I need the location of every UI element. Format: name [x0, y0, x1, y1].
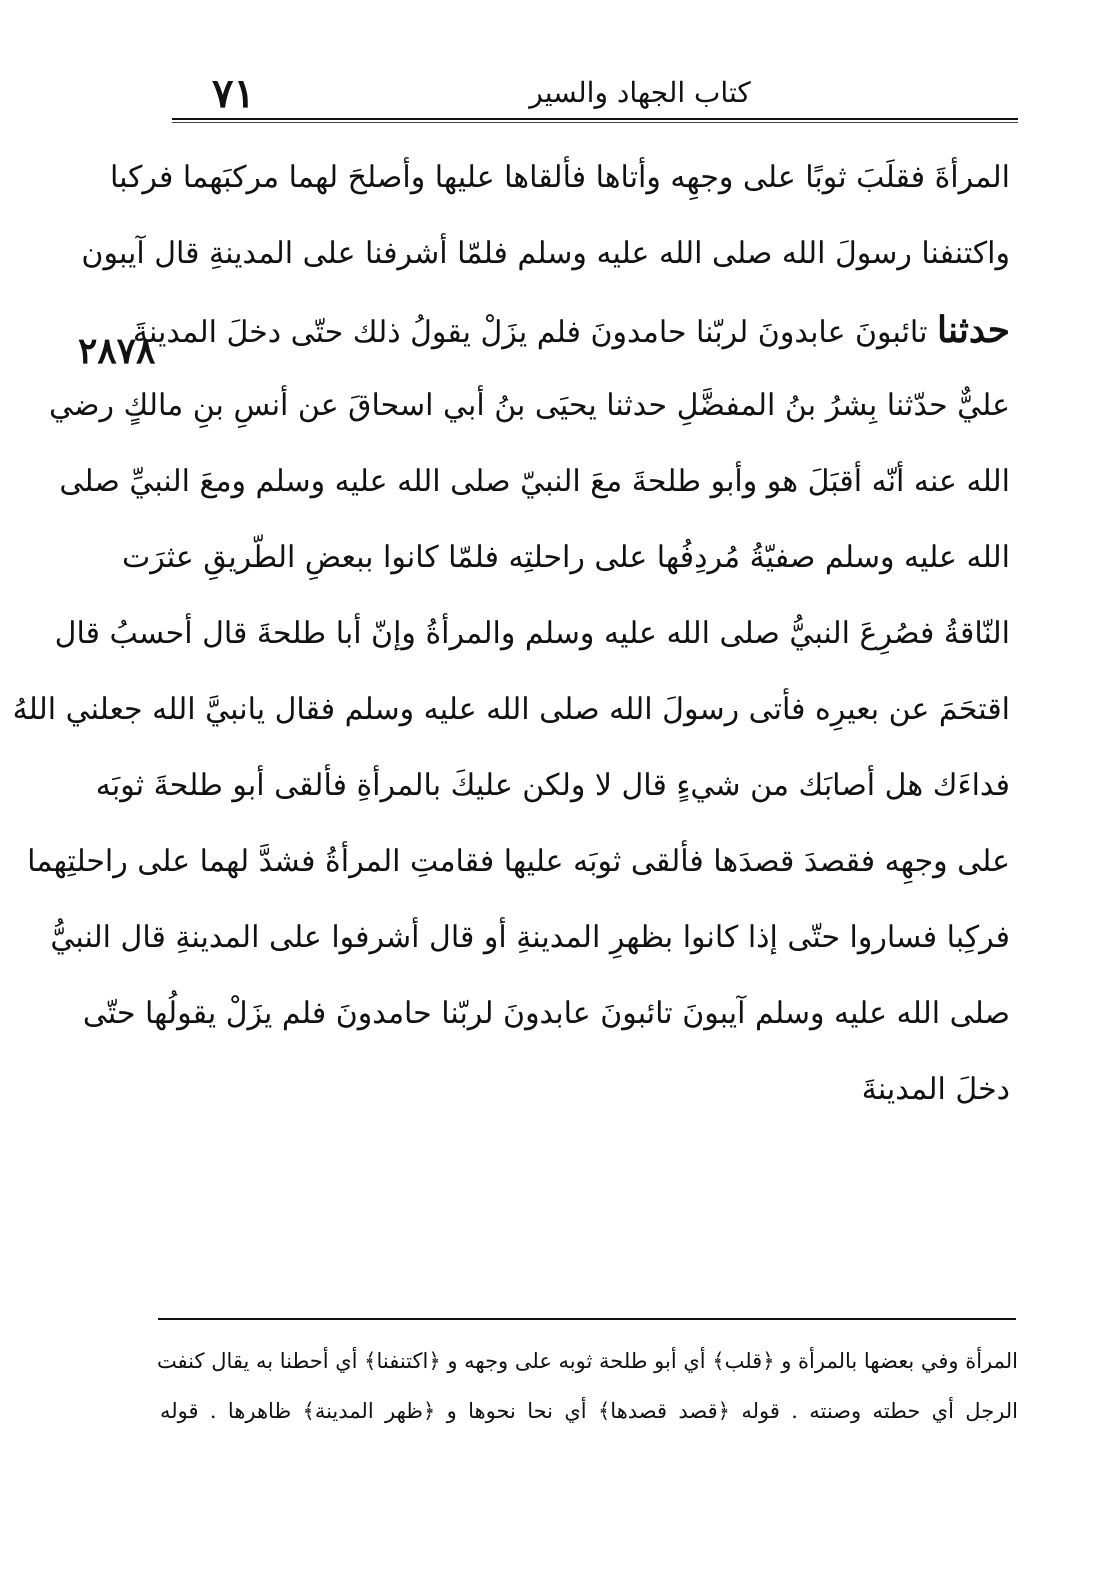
text-line-content: تائبونَ عابدونَ لربّنا حامدونَ فلم يزَلْ يقولُ ذلك حتّى دخلَ المدينةَ	[132, 315, 928, 350]
text-line: عليٌّ حدّثنا بِشرُ بنُ المفضَّلِ حدثنا يحيَى بنُ أبي اسحاقَ عن أنسِ بنِ مالكٍ رضي	[49, 388, 1010, 423]
page-number: ٧١	[212, 70, 255, 117]
text-line: فركِبا فساروا حتّى إذا كانوا بظهرِ المدينةِ أو قال أشرفوا على المدينةِ قال النبيُّ	[50, 920, 1010, 955]
running-title: كتاب الجهاد والسير	[529, 76, 751, 109]
hadith-marker: حدثنا	[936, 309, 1010, 351]
text-line: الله عنه أنّه أقبَلَ هو وأبو طلحةَ معَ النبيّ صلى الله عليه وسلم ومعَ النبيِّ صلى	[59, 464, 1010, 499]
header-rule	[172, 118, 1018, 120]
text-line: على وجهِه فقصدَ قصدَها فألقى ثوبَه عليها فقامتِ المرأةُ فشدَّ لهما على راحلتِهما	[27, 844, 1010, 879]
header-rule-thin	[172, 122, 1018, 123]
text-line: صلى الله عليه وسلم آيبونَ تائبونَ عابدونَ لربّنا حامدونَ فلم يزَلْ يقولُها حتّى	[82, 996, 1010, 1031]
hadith-number: ٢٨٧٨	[78, 330, 156, 372]
footnotes	[156, 1336, 1018, 1436]
text-line: واكتنفنا رسولَ الله صلى الله عليه وسلم فلمّا أشرفنا على المدينةِ قال آيبون	[81, 236, 1010, 271]
page-header	[170, 68, 1018, 120]
text-line	[132, 292, 1010, 368]
text-line: النّاقةُ فصُرِعَ النبيُّ صلى الله عليه وسلم والمرأةُ وإنّ أبا طلحةَ قال أحسبُ قال	[54, 616, 1010, 651]
footnote-line: المرأة وفي بعضها بالمرأة و ﴿قلب﴾ أي أبو طلحة ثوبه على وجهه و ﴿اكتنفنا﴾ أي أحطنا به يقال كنفت	[156, 1349, 1018, 1373]
footnote-line: الرجل أي حطته وصنته . قوله ﴿قصد قصدها﴾ أي نحا نحوها و ﴿ظهر المدينة﴾ ظاهرها . قوله	[160, 1399, 1018, 1423]
text-line: اقتحَمَ عن بعيرِه فأتى رسولَ الله صلى الله عليه وسلم فقال يانبيَّ الله جعلني اللهُ	[12, 692, 1010, 727]
text-line: الله عليه وسلم صفيّةُ مُردِفُها على راحلتِه فلمّا كانوا ببعضِ الطّريقِ عثرَت	[122, 540, 1010, 575]
footnote-rule	[158, 1318, 1016, 1320]
text-line: دخلَ المدينةَ	[861, 1072, 1010, 1107]
text-line: فداءَك هل أصابَك من شيءٍ قال لا ولكن عليكَ بالمرأةِ فألقى أبو طلحةَ ثوبَه	[95, 768, 1010, 803]
text-line: المرأةَ فقلَبَ ثوبًا على وجهِه وأتاها فألقاها عليها وأصلحَ لهما مركبَهما فركبا	[109, 160, 1010, 195]
